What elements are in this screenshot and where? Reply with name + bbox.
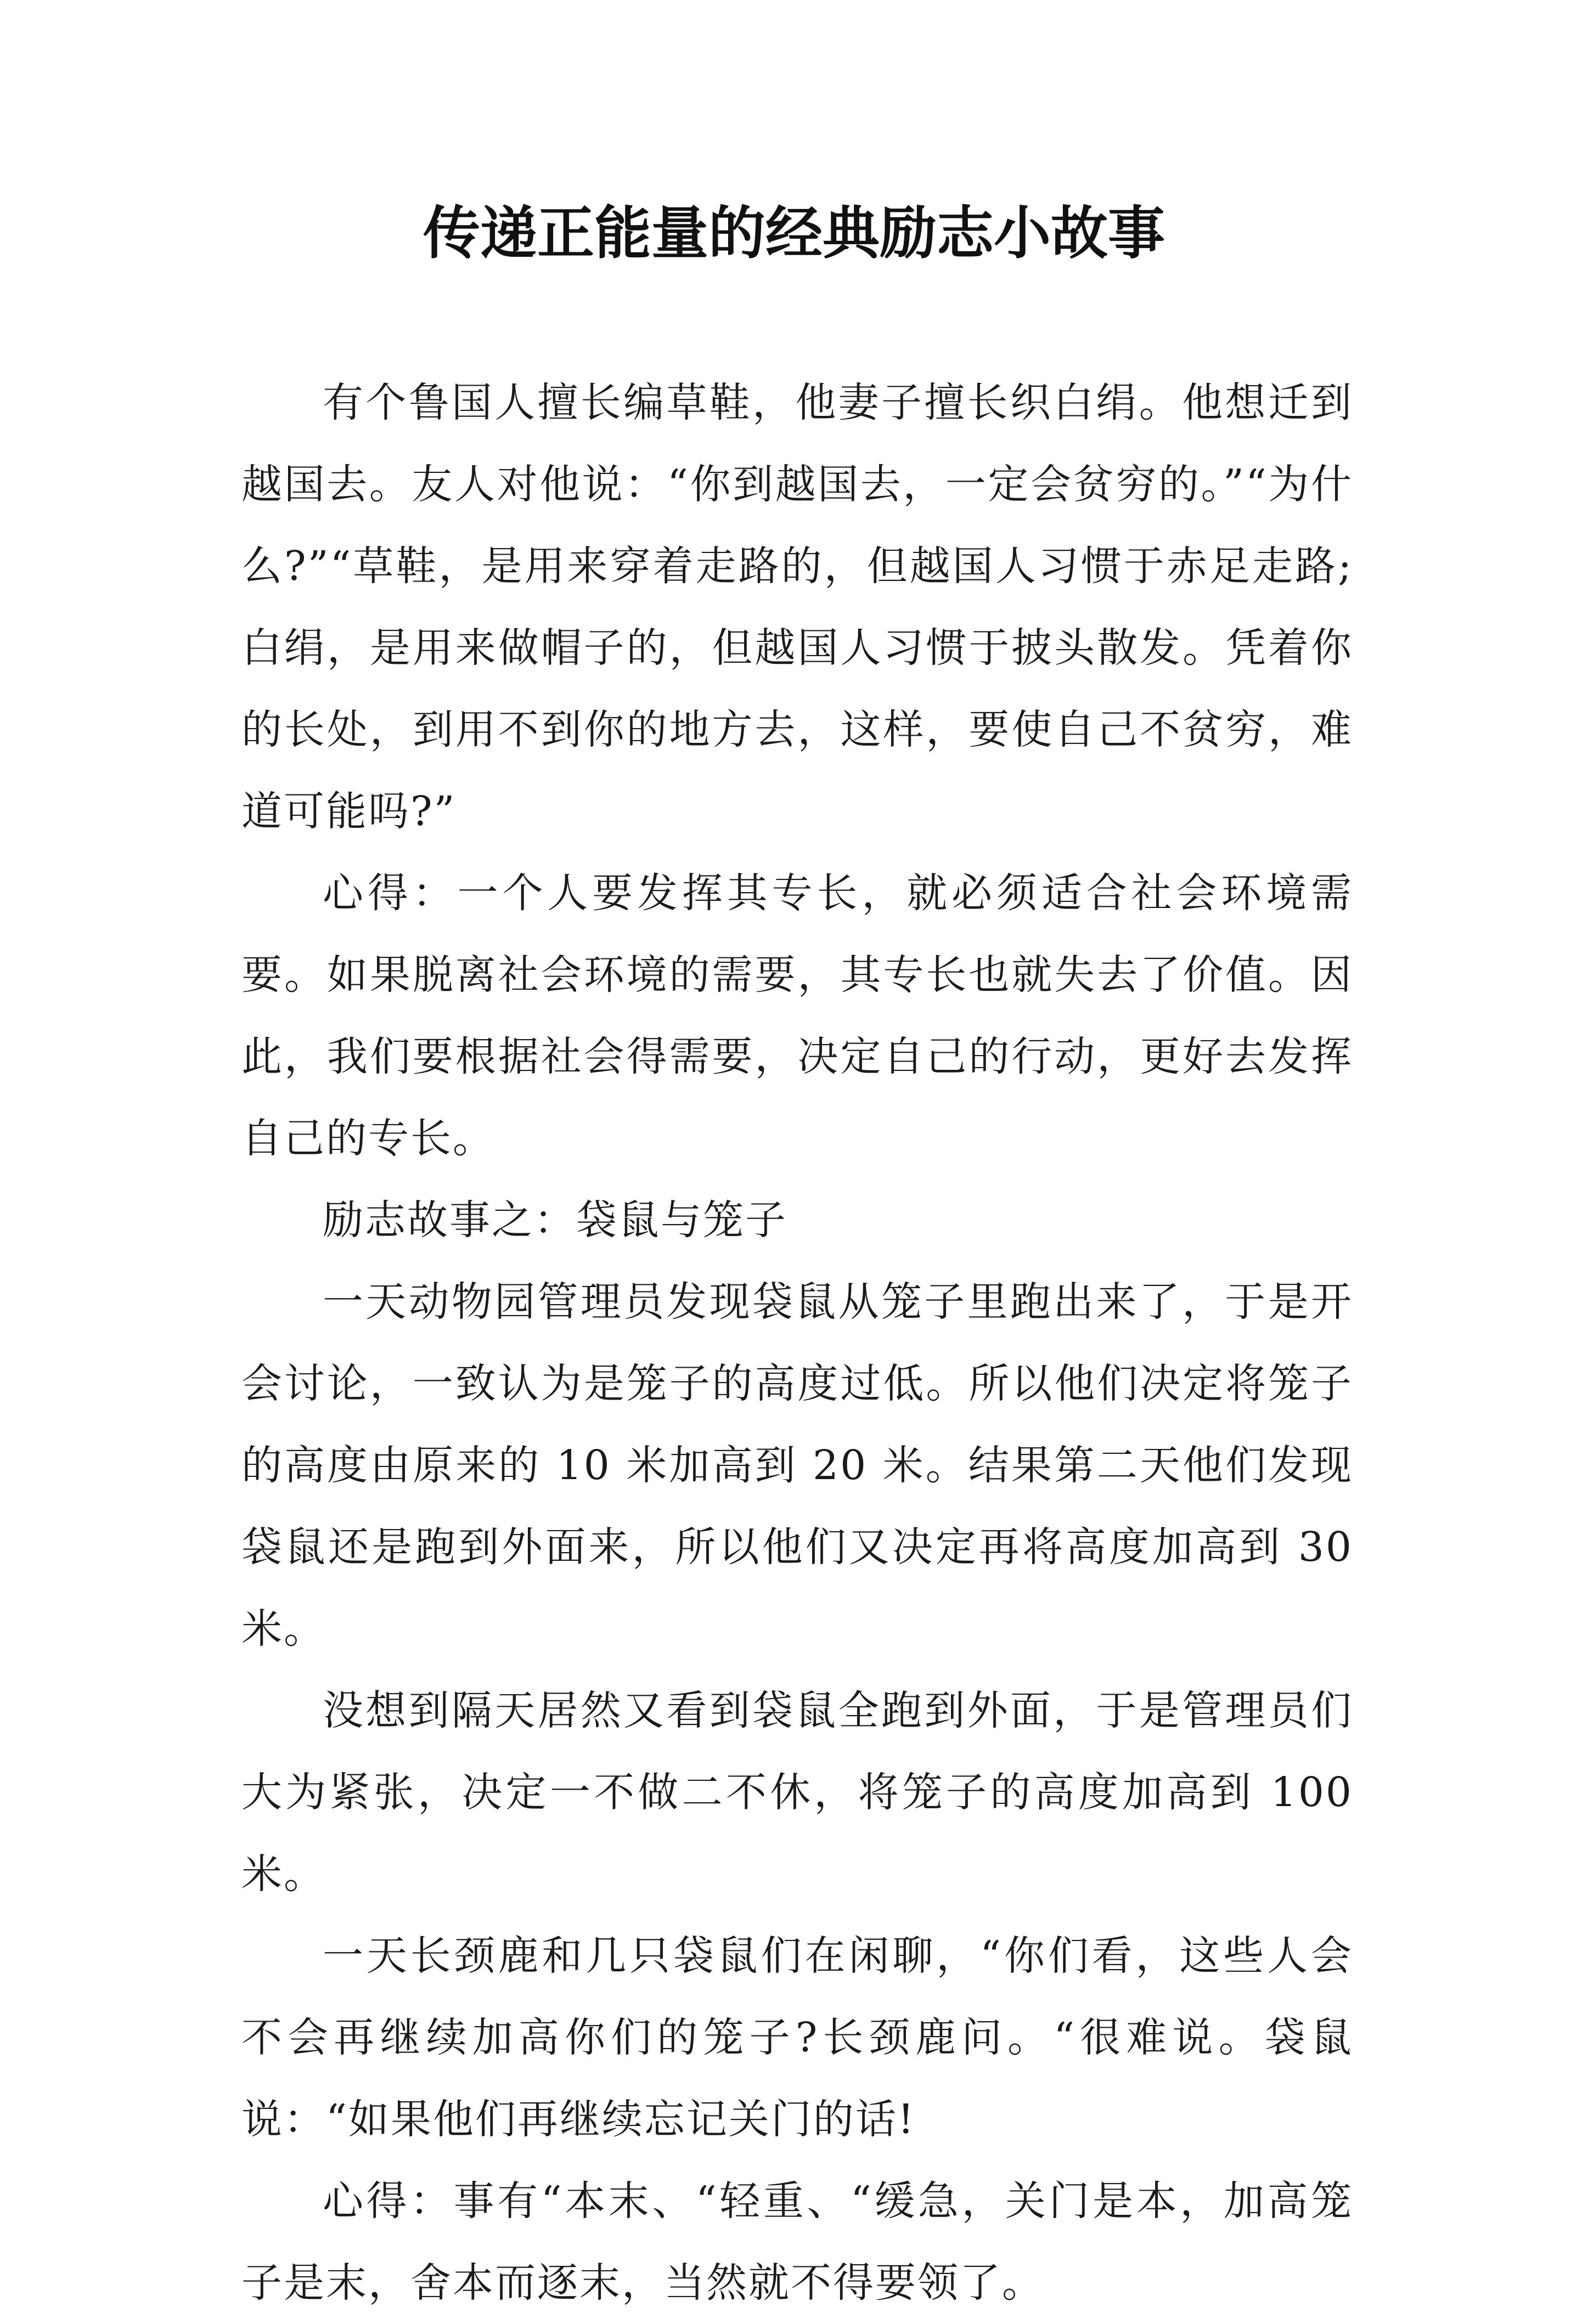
document-title: 传递正能量的经典励志小故事 xyxy=(423,199,1165,267)
paragraph-giraffe-chat: 一天长颈鹿和几只袋鼠们在闲聊，“你们看，这些人会不会再继续加高你们的笼子?长颈鹿问。“很难说。袋鼠说：“如果他们再继续忘记关门的话! xyxy=(241,1932,1353,2143)
paragraph-lu-man-story: 有个鲁国人擅长编草鞋，他妻子擅长织白绢。他想迁到越国去。友人对他说：“你到越国去，一定会贫穷的。”“为什么?”“草鞋，是用来穿着走路的，但越国人习惯于赤足走路;白绢，是用来做帽子的，但越国人习惯于披头散发。凭着你的长处，到用不到你的地方去，这样，要使自己不贫穷，难道可能吗?” xyxy=(241,379,1353,835)
paragraph-kangaroo-escape: 没想到隔天居然又看到袋鼠全跑到外面，于是管理员们大为紧张，决定一不做二不休，将笼子的高度加高到 100 米。 xyxy=(241,1687,1353,1898)
paragraph-lesson-two: 心得：事有“本末、“轻重、“缓急，关门是本，加高笼子是末，舍本而逐末，当然就不得要领了。 xyxy=(241,2178,1353,2306)
paragraph-lesson-one: 心得：一个人要发挥其专长，就必须适合社会环境需要。如果脱离社会环境的需要，其专长也就失去了价值。因此，我们要根据社会得需要，决定自己的行动，更好去发挥自己的专长。 xyxy=(241,870,1353,1162)
document-body xyxy=(241,362,1353,2324)
paragraph-section-heading: 励志故事之：袋鼠与笼子 xyxy=(323,1197,787,1244)
paragraph-kangaroo-cage: 一天动物园管理员发现袋鼠从笼子里跑出来了，于是开会讨论，一致认为是笼子的高度过低。所以他们决定将笼子的高度由原来的 10 米加高到 20 米。结果第二天他们发现袋鼠还是跑到外面来，所以他们又决定再将高度加高到 30 米。 xyxy=(241,1278,1353,1652)
